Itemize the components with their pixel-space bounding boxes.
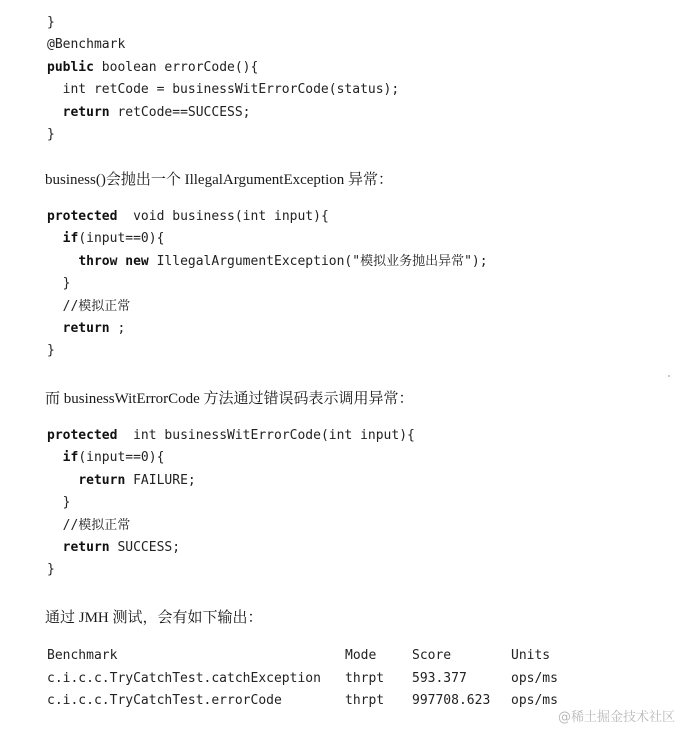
code-line (47, 296, 488, 318)
code-line (47, 515, 415, 537)
code-keyword: return (62, 539, 110, 555)
code-text (47, 540, 63, 555)
code-text (47, 321, 63, 336)
code-line (47, 228, 488, 250)
code-line (47, 102, 399, 124)
code-line (47, 206, 488, 228)
code-line (47, 537, 415, 559)
code-line (47, 470, 415, 492)
code-text: //模拟正常 (47, 298, 131, 314)
header-score: Score (412, 648, 452, 663)
code-text: retCode==SUCCESS; (109, 104, 251, 120)
code-line (47, 57, 399, 79)
header-mode: Mode (345, 648, 377, 663)
code-line (47, 492, 415, 514)
code-text: void business(int input){ (117, 209, 329, 224)
code-line (47, 79, 399, 101)
code-block-error-code-benchmark (47, 12, 399, 146)
scan-speck (668, 375, 670, 377)
benchmark-units: ops/ms (511, 693, 558, 708)
benchmark-header-row (47, 645, 607, 668)
code-keyword: return (62, 320, 110, 336)
code-text: int retCode = businessWitErrorCode(status); (47, 82, 400, 98)
code-text: } (47, 343, 55, 359)
code-line (47, 318, 488, 340)
code-line (47, 273, 488, 295)
code-text (47, 231, 63, 246)
code-text: } (47, 276, 71, 292)
code-text: int businessWitErrorCode(int input){ (117, 428, 415, 443)
code-text (47, 473, 78, 488)
paragraph-error-code-method: 而 businessWitErrorCode 方法通过错误码表示调用异常： (45, 391, 414, 407)
benchmark-row (47, 668, 607, 691)
code-line (47, 124, 399, 146)
code-text: (input==0){ (78, 450, 165, 466)
benchmark-units: ops/ms (511, 670, 558, 686)
code-line (47, 447, 415, 469)
code-text: } (47, 495, 71, 511)
watermark: @稀土掘金技术社区 (557, 710, 675, 725)
paragraph-business-throws: business()会抛出一个 IllegalArgumentException 异常： (45, 172, 394, 188)
code-block-business-method (47, 206, 488, 363)
benchmark-mode: thrpt (345, 670, 385, 686)
code-line (47, 340, 488, 362)
code-text: boolean errorCode(){ (93, 59, 259, 75)
code-keyword: protected (47, 209, 118, 224)
code-text (47, 254, 78, 269)
benchmark-score: 593.377 (412, 670, 467, 686)
code-text: } (47, 15, 55, 30)
code-text (47, 105, 63, 120)
code-line (47, 12, 399, 34)
code-text: FAILURE; (125, 472, 196, 488)
benchmark-row (47, 690, 607, 713)
code-text: //模拟正常 (47, 517, 131, 533)
benchmark-results-table (47, 645, 607, 713)
code-text: SUCCESS; (109, 539, 181, 555)
code-text (47, 450, 63, 465)
benchmark-name: c.i.c.c.TryCatchTest.catchException (47, 670, 321, 686)
code-line (47, 425, 415, 447)
code-keyword: return (78, 472, 126, 488)
code-keyword: protected (47, 428, 118, 443)
code-block-business-wit-error-code (47, 425, 415, 582)
benchmark-mode: thrpt (345, 693, 385, 708)
code-keyword: new (125, 253, 149, 269)
benchmark-score: 997708.623 (412, 693, 491, 708)
code-line (47, 559, 415, 581)
code-text: } (47, 562, 55, 578)
code-text: } (47, 126, 55, 142)
header-units: Units (511, 648, 551, 663)
code-line (47, 251, 488, 273)
code-text: @Benchmark (47, 37, 126, 53)
code-keyword: if (62, 450, 79, 466)
benchmark-name: c.i.c.c.TryCatchTest.errorCode (47, 693, 282, 708)
code-text: IllegalArgumentException("模拟业务抛出异常"); (148, 253, 488, 269)
code-line (47, 34, 399, 56)
code-text: ; (109, 320, 126, 336)
code-keyword: throw (78, 253, 118, 269)
header-benchmark: Benchmark (47, 648, 118, 663)
code-keyword: if (62, 231, 79, 247)
code-text: (input==0){ (78, 231, 165, 247)
code-keyword: return (62, 104, 110, 120)
paragraph-jmh-output: 通过 JMH 测试，会有如下输出： (45, 610, 263, 626)
code-keyword: public (47, 59, 94, 75)
